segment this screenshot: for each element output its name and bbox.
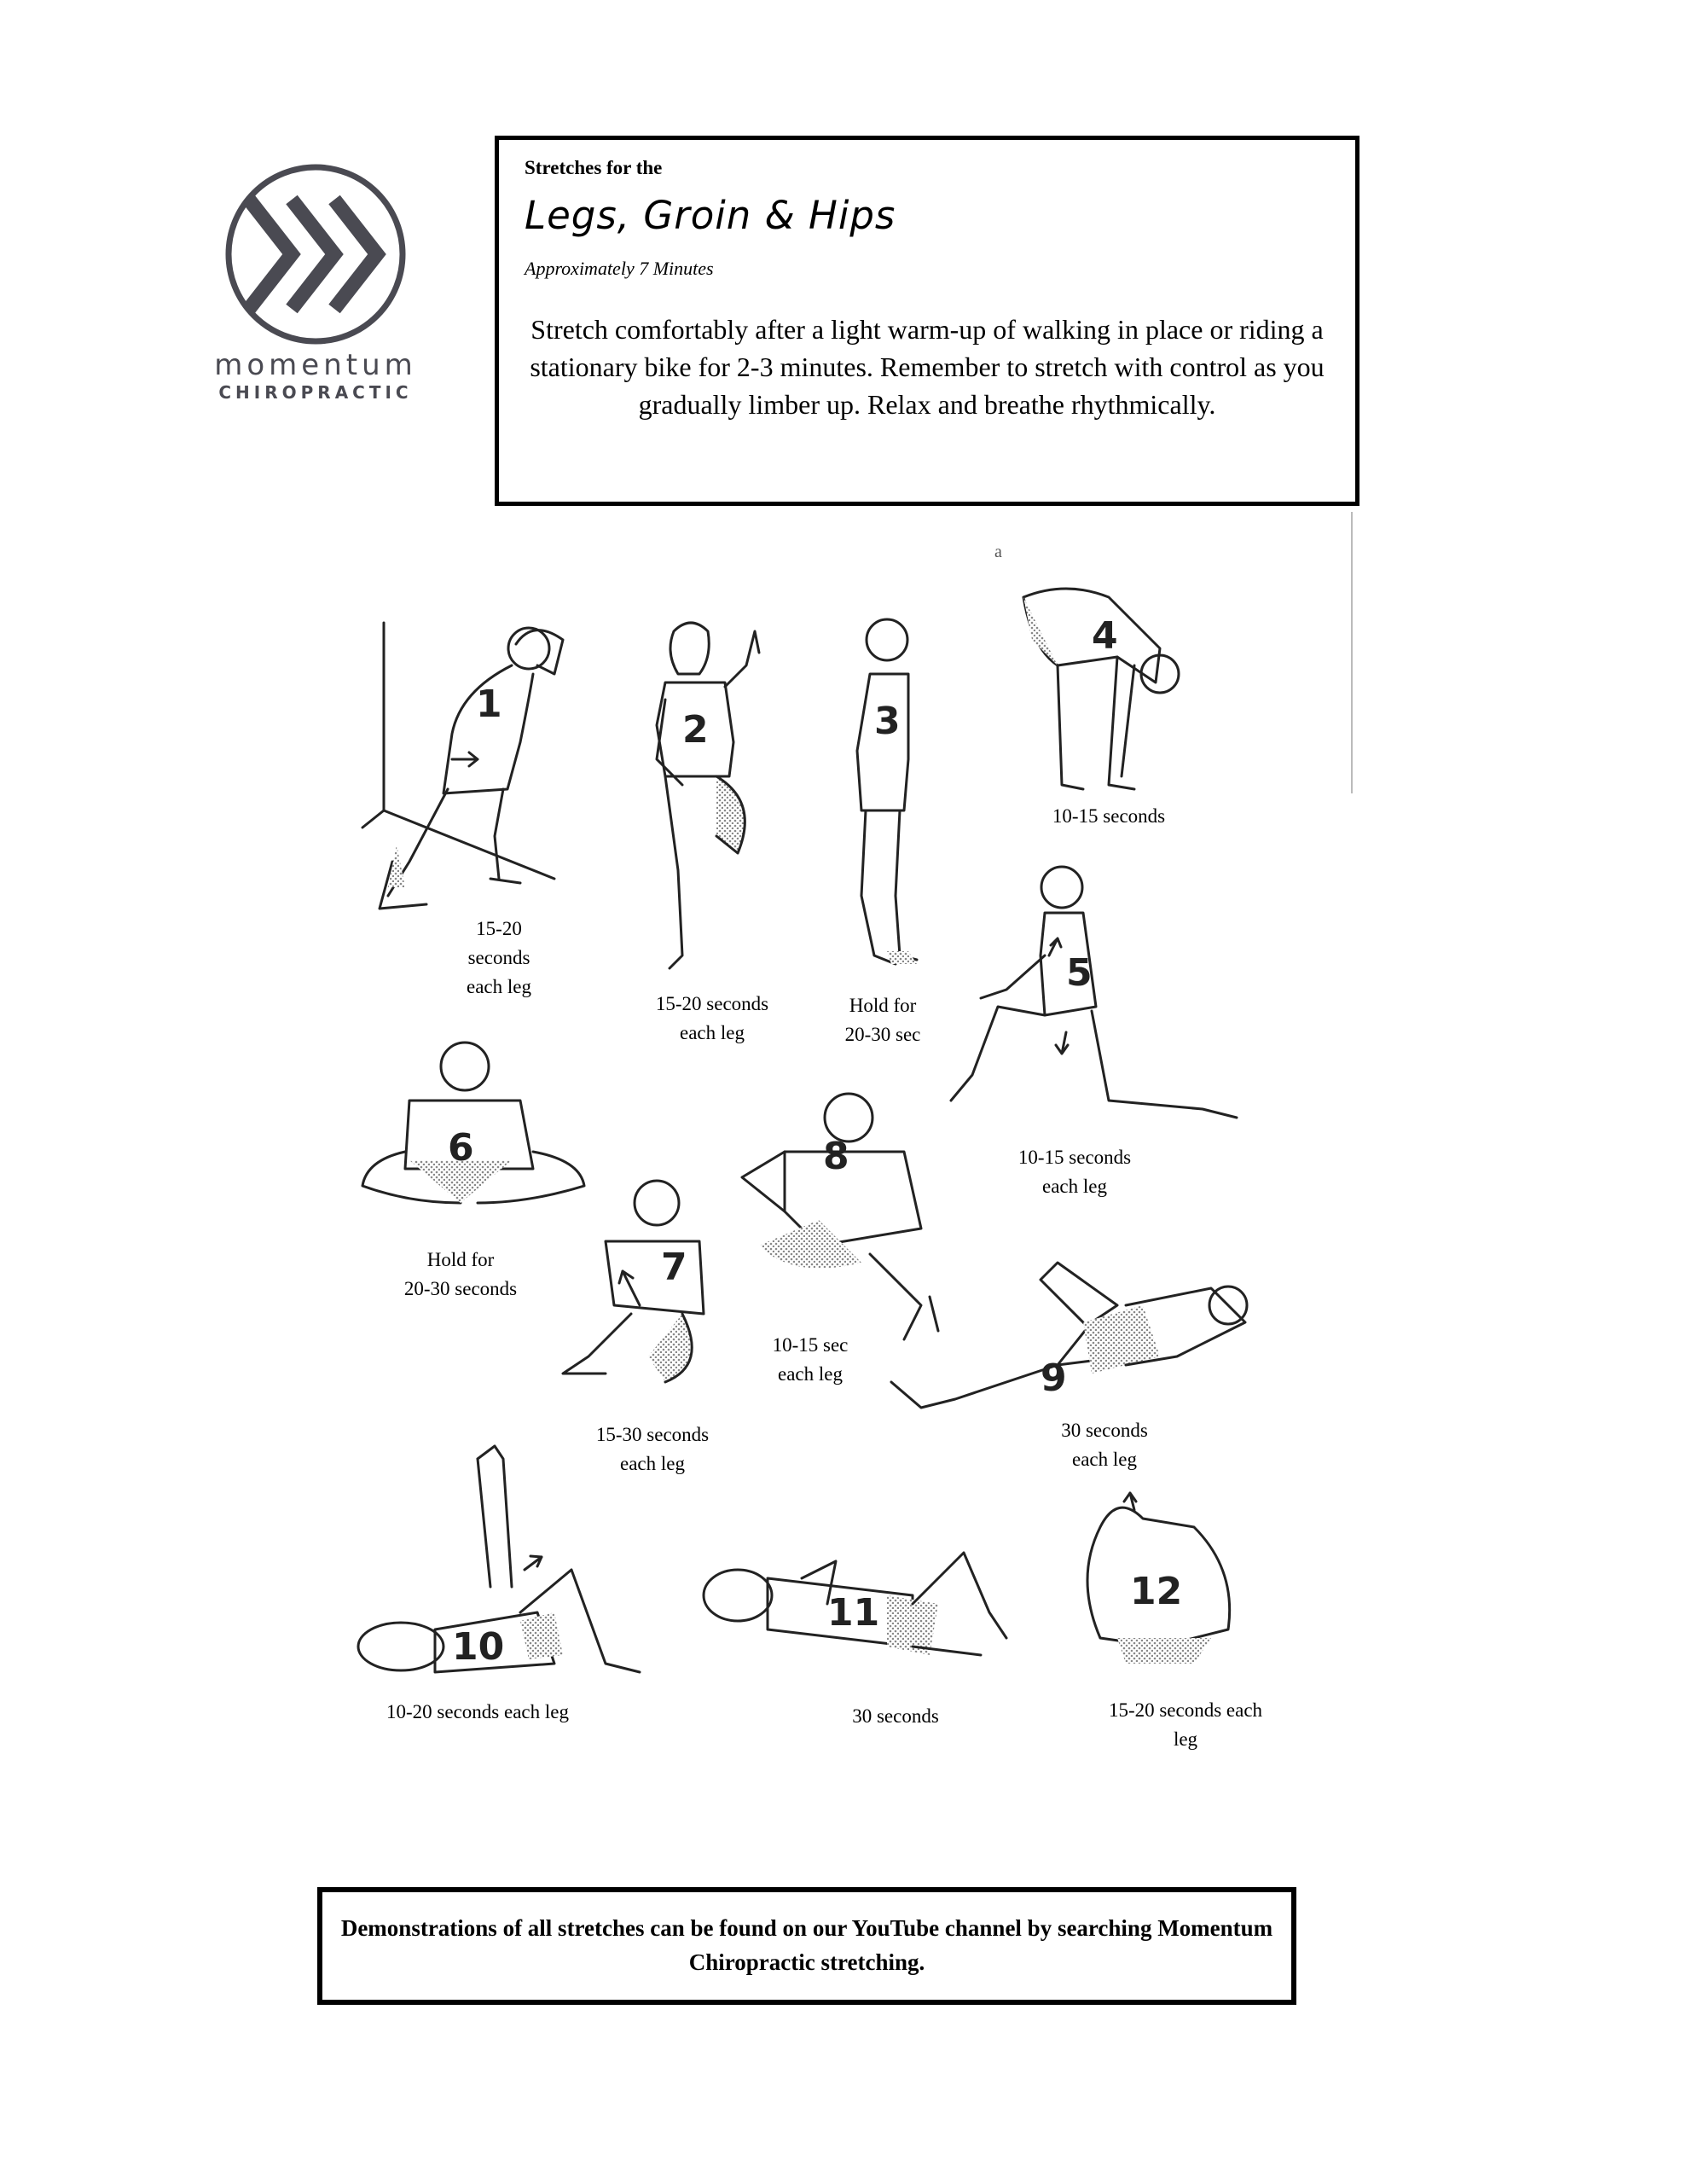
- stretch-5-figure: [947, 862, 1254, 1126]
- stretch-11-duration: 30 seconds: [852, 1705, 939, 1727]
- stretch-12-number: 12: [1130, 1570, 1183, 1613]
- logo-subwordmark: CHIROPRACTIC: [218, 382, 413, 403]
- stretch-5-number: 5: [1066, 951, 1093, 995]
- intro-paragraph: Stretch comfortably after a light warm-up of walking in place or riding a stationary bike for 2-3 minutes. Remember to stretch with control as you gradually limber up. Relax and breathe rhythmically.: [530, 314, 1325, 420]
- stretch-10-duration: 10-20 seconds each leg: [386, 1701, 569, 1722]
- stretch-8-duration: 10-15 sec each leg: [772, 1334, 849, 1385]
- stretch-3-duration: Hold for 20-30 sec: [844, 995, 921, 1045]
- stretch-9-figure: [887, 1254, 1262, 1425]
- stretch-7-number: 7: [661, 1246, 687, 1289]
- stretch-illustrations: [341, 520, 1365, 1749]
- stretch-7-duration: 15-30 seconds each leg: [595, 1424, 710, 1474]
- momentum-logo: [213, 162, 418, 418]
- stretch-2-number: 2: [682, 708, 709, 752]
- stretch-9-number: 9: [1041, 1356, 1067, 1400]
- stretch-4-duration: 10-15 seconds: [1052, 805, 1166, 827]
- stretch-12-duration: 15-20 seconds each leg: [1108, 1699, 1263, 1750]
- header-subtitle: Stretches for the: [525, 157, 663, 178]
- stretch-3-number: 3: [874, 700, 901, 743]
- total-duration: Approximately 7 Minutes: [525, 258, 714, 279]
- stretch-5-duration: 10-15 seconds each leg: [1017, 1147, 1132, 1197]
- stretch-11-number: 11: [827, 1591, 880, 1635]
- stretch-8-number: 8: [823, 1135, 849, 1178]
- stretch-12-figure: [1066, 1493, 1245, 1681]
- stretch-1-number: 1: [476, 682, 502, 726]
- header-box: [495, 136, 1359, 506]
- page-title: Legs, Groin & Hips: [525, 193, 896, 238]
- stretch-9-duration: 30 seconds each leg: [1061, 1420, 1148, 1470]
- stretch-10-figure: [350, 1442, 691, 1689]
- stretch-3-figure: [827, 614, 930, 973]
- stray-mark: a: [994, 543, 1002, 561]
- stretch-2-figure: [631, 614, 776, 973]
- stretch-4-figure: [1015, 580, 1186, 802]
- stretch-6-number: 6: [448, 1126, 474, 1170]
- stretch-2-duration: 15-20 seconds each leg: [655, 993, 769, 1043]
- chevron-logo-icon: [223, 162, 408, 346]
- stretch-7-figure: [554, 1169, 725, 1391]
- stretch-1-duration: 15-20 seconds each leg: [467, 918, 531, 997]
- logo-wordmark: momentum: [214, 348, 417, 382]
- stretch-10-number: 10: [452, 1625, 505, 1669]
- youtube-note: Demonstrations of all stretches can be found on our YouTube channel by searching Momentum Chiropractic stretching.: [340, 1915, 1273, 1975]
- stretch-11-figure: [699, 1527, 1015, 1689]
- stretch-4-number: 4: [1092, 614, 1118, 658]
- stretch-1-figure: [358, 606, 571, 913]
- stretch-6-duration: Hold for 20-30 seconds: [403, 1249, 518, 1299]
- footer-box: [317, 1887, 1296, 2005]
